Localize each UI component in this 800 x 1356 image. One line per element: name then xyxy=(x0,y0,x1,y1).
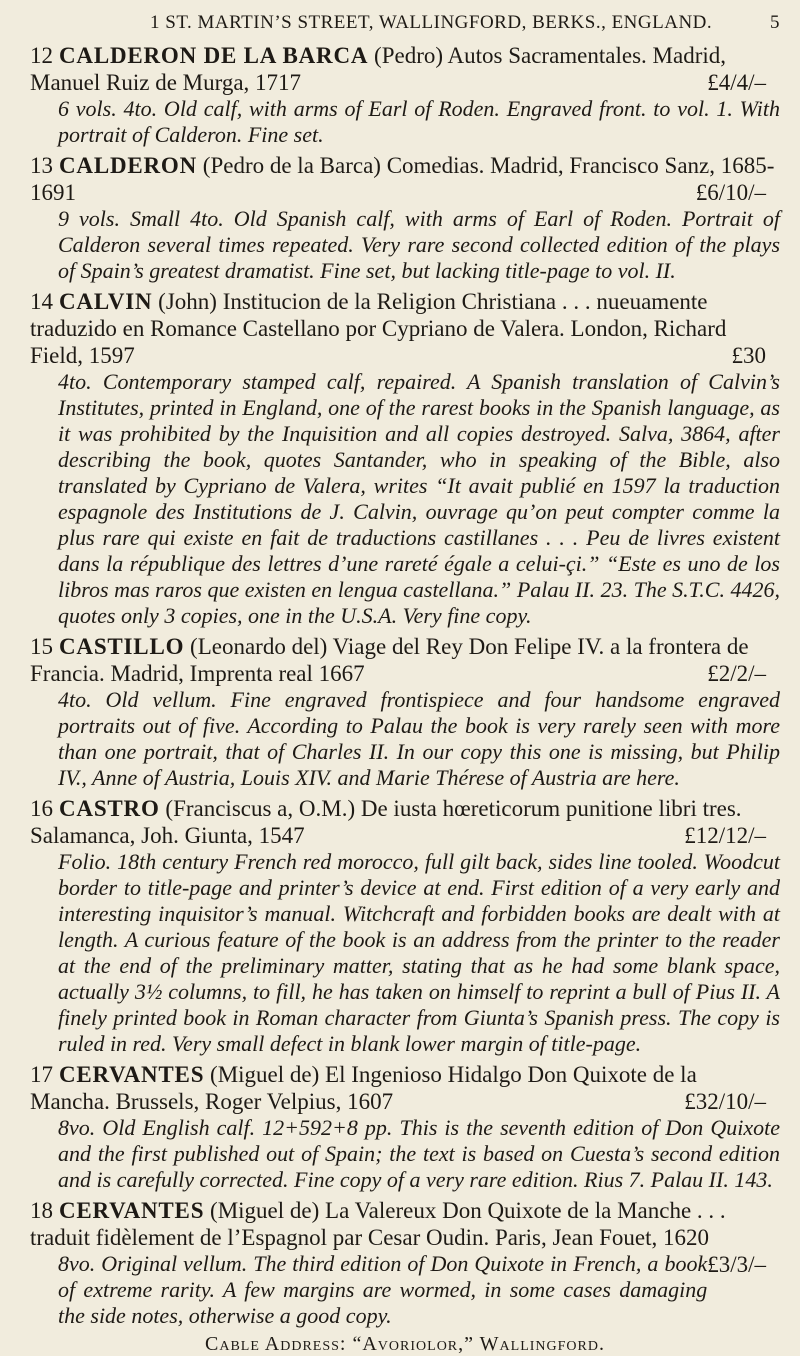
entry-author: CERVANTES xyxy=(59,1198,205,1223)
entry-heading xyxy=(30,1197,780,1277)
entry-author: CERVANTES xyxy=(59,1062,205,1087)
entry-price: £32/10/– xyxy=(684,1089,766,1114)
entry-number: 17 xyxy=(30,1062,53,1087)
entry-number: 14 xyxy=(30,289,53,314)
entry-author: CASTRO xyxy=(59,796,160,821)
entry-title: (Pedro) Autos Sacramentales. Madrid, Manuel Ruiz de Murga, 1717 xyxy=(30,43,726,95)
entry-heading xyxy=(30,795,780,849)
entry-author: CALDERON DE LA BARCA xyxy=(59,43,369,68)
catalogue-entry xyxy=(30,1197,780,1329)
entry-price: £6/10/– xyxy=(695,180,766,205)
entry-list xyxy=(30,42,780,1329)
entry-number: 12 xyxy=(30,43,53,68)
entry-price: £30 xyxy=(731,343,766,368)
entry-author: CALVIN xyxy=(59,289,153,314)
entry-heading xyxy=(30,633,780,687)
entry-price: £12/12/– xyxy=(684,823,766,848)
entry-heading xyxy=(30,288,780,369)
entry-number: 16 xyxy=(30,796,53,821)
entry-description: 9 vols. Small 4to. Old Spanish calf, with arms of Earl of Roden. Portrait of Calderon several times repeated. Very rare second collected edition of the plays of Spain’s greatest dramatist. Fine set, but lacking title-page to vol. II. xyxy=(58,206,780,283)
header-address: 1 ST. MARTIN’S STREET, WALLINGFORD, BERKS., ENGLAND. xyxy=(150,12,713,33)
entry-price: £4/4/– xyxy=(707,70,766,95)
entry-number: 15 xyxy=(30,634,53,659)
catalogue-entry xyxy=(30,1061,780,1193)
entry-title: (Miguel de) El Ingenioso Hidalgo Don Quixote de la Mancha. Brussels, Roger Velpius, 1607 xyxy=(30,1062,697,1114)
entry-title: (Miguel de) La Valereux Don Quixote de la Manche . . . traduit fidèlement de l’Espagnol par Cesar Oudin. Paris, Jean Fouet, 1620 xyxy=(30,1198,726,1250)
entry-price: £2/2/– xyxy=(707,661,766,686)
entry-heading xyxy=(30,1061,780,1115)
entry-description: 4to. Contemporary stamped calf, repaired. A Spanish translation of Calvin’s Institutes, printed in England, one of the rarest books in the Spanish language, as it was prohibited by the Inquisition and all copies destroyed. Salva, 3864, after describing the book, quotes Santander, who in speaking of the Bible, also translated by Cypriano de Valera, writes “It avait publié en 1597 la traduction espagnole des Institutions de J. Calvin, ouvrage qu’on peut compter comme la plus rare qui existe en fait de traductions castillanes . . . Peu de livres existent dans la république des lettres d’une rareté égale a celui-çi.” “Este es uno de los libros mas raros que existen en lengua castellana.” Palau II. 23. The S.T.C. 4426, quotes only 3 copies, one in the U.S.A. Very fine copy. xyxy=(58,369,780,628)
entry-heading xyxy=(30,152,780,206)
catalogue-entry xyxy=(30,633,780,791)
cable-address: Cable Address: “Avoriolor,” Wallingford. xyxy=(205,1333,605,1355)
entry-title: (Franciscus a, O.M.) De iusta hœreticorum punitione libri tres. Salamanca, Joh. Giunta, 1547 xyxy=(30,796,742,848)
entry-description: Folio. 18th century French red morocco, full gilt back, sides line tooled. Woodcut border to title-page and printer’s device at end. First edition of a very early and interesting inquisitor’s manual. Witchcraft and forbidden books are dealt with at length. A curious feature of the book is an address from the printer to the reader at the end of the preliminary matter, stating that as he had some blank space, actually 3½ columns, to fill, he has taken on himself to reprint a bull of Pius II. A finely printed book in Roman character from Giunta’s Spanish press. The copy is ruled in red. Very small defect in blank lower margin of title-page. xyxy=(58,849,780,1056)
entry-description: 4to. Old vellum. Fine engraved frontispiece and four handsome engraved portraits out of five. According to Palau the book is very rarely seen with more than one portrait, that of Charles II. In our copy this one is missing, but Philip IV., Anne of Austria, Louis XIV. and Marie Thérese of Austria are here. xyxy=(58,687,780,790)
catalogue-entry xyxy=(30,288,780,629)
catalogue-entry xyxy=(30,795,780,1057)
entry-price: £3/3/– xyxy=(707,1252,766,1277)
entry-title: (John) Institucion de la Religion Christiana . . . nueuamente traduzido en Romance Castellano por Cypriano de Valera. London, Richard Field, 1597 xyxy=(30,289,727,368)
entry-description: 8vo. Original vellum. The third edition of Don Quixote in French, a book of extreme rarity. A few margins are wormed, in some cases damaging the side notes, otherwise a good copy. xyxy=(58,1251,708,1328)
page-number: 5 xyxy=(770,12,780,33)
entry-author: CALDERON xyxy=(59,153,198,178)
entry-description: 8vo. Old English calf. 12+592+8 pp. This is the seventh edition of Don Quixote and the first published out of Spain; the text is based on Cuesta’s second edition and is carefully corrected. Fine copy of a very rare edition. Rius 7. Palau II. 143. xyxy=(58,1115,780,1192)
entry-title: (Pedro de la Barca) Comedias. Madrid, Francisco Sanz, 1685-1691 xyxy=(30,153,775,205)
entry-title: (Leonardo del) Viage del Rey Don Felipe IV. a la frontera de Francia. Madrid, Imprenta real 1667 xyxy=(30,634,749,686)
catalogue-entry xyxy=(30,152,780,284)
entry-description: 6 vols. 4to. Old calf, with arms of Earl of Roden. Engraved front. to vol. 1. With portrait of Calderon. Fine set. xyxy=(58,96,780,147)
entry-number: 18 xyxy=(30,1198,53,1223)
entry-author: CASTILLO xyxy=(59,634,185,659)
entry-number: 13 xyxy=(30,153,53,178)
catalogue-entry xyxy=(30,42,780,148)
entry-heading xyxy=(30,42,780,96)
page-header xyxy=(30,0,780,38)
